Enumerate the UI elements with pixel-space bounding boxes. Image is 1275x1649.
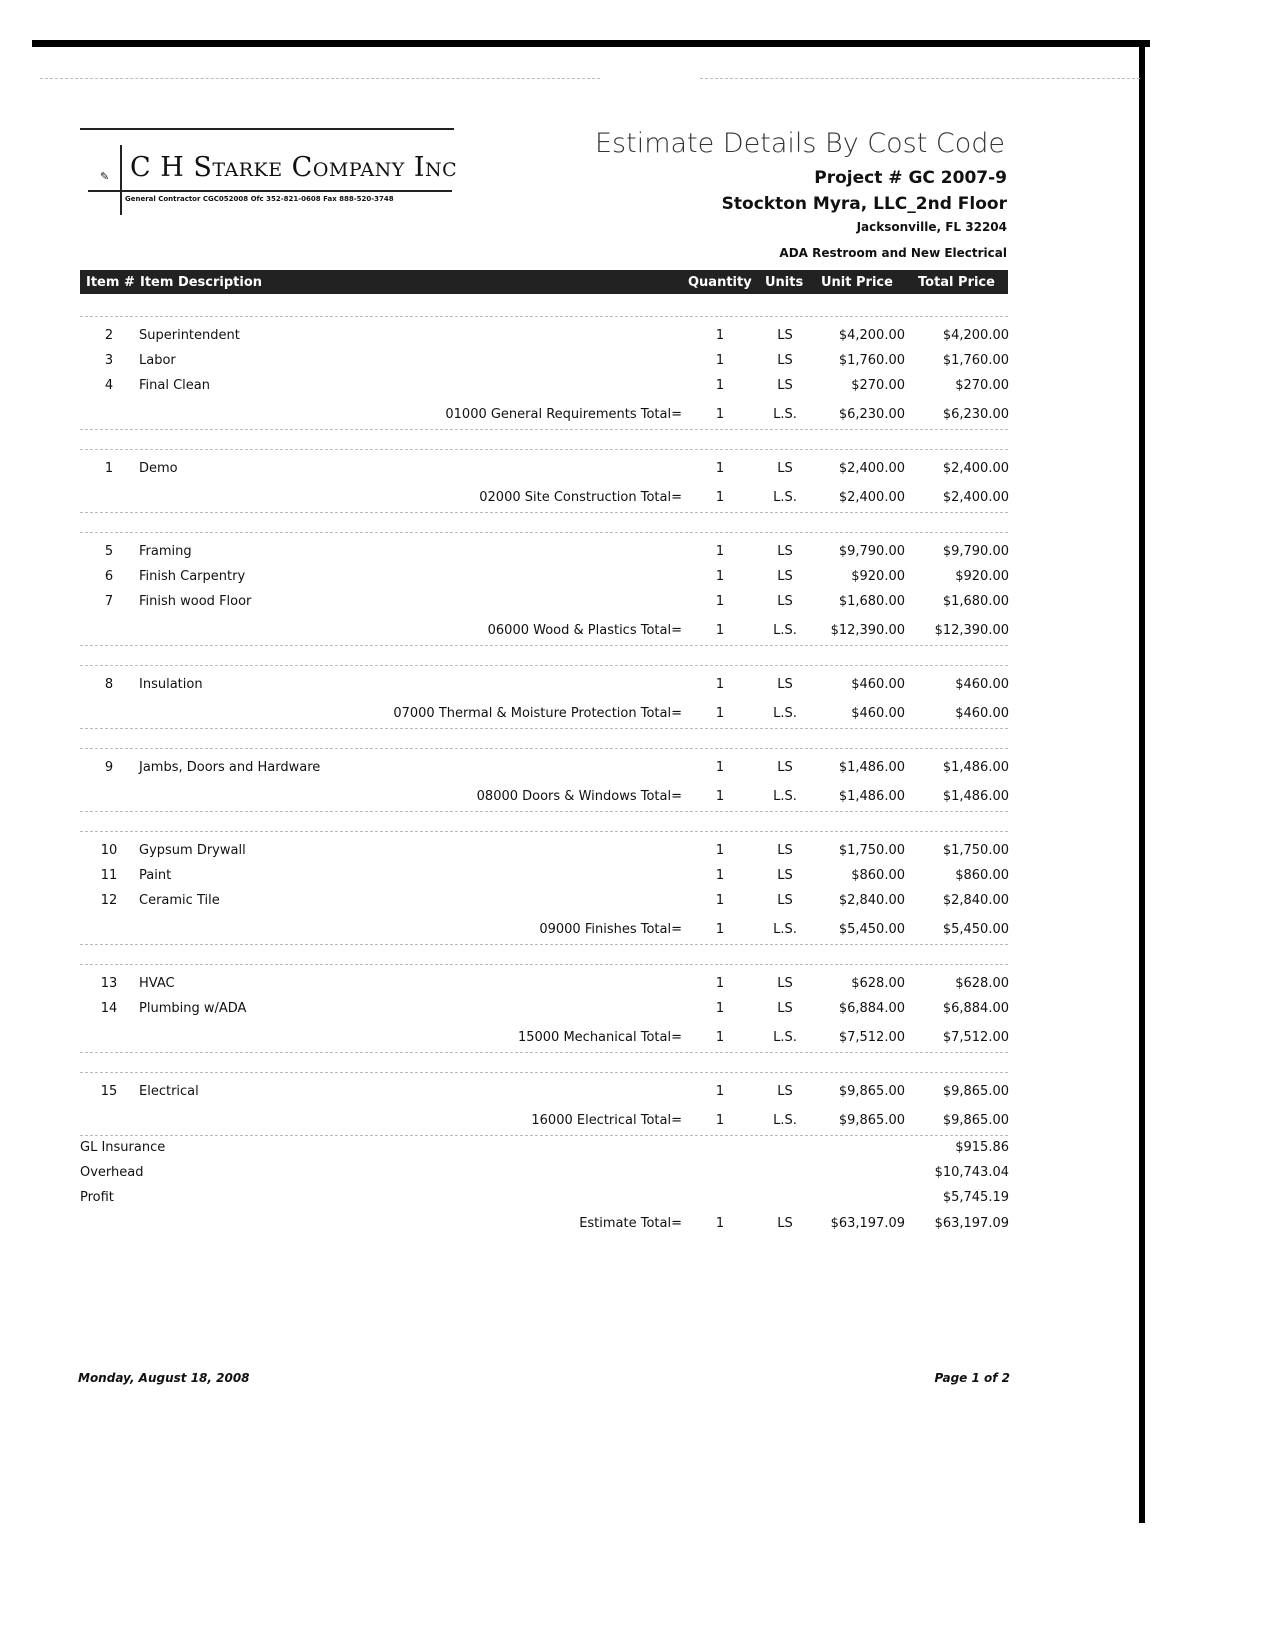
total-unit-price: $9,865.00 xyxy=(838,1113,905,1128)
item-quantity: 1 xyxy=(715,843,725,858)
item-total-price: $460.00 xyxy=(955,677,1009,692)
company-subline: General Contractor CGC052008 Ofc 352-821-0608 Fax 888-520-3748 xyxy=(125,195,394,203)
item-total-price: $628.00 xyxy=(955,976,1009,991)
row-divider xyxy=(80,429,1008,430)
row-divider xyxy=(80,748,1008,749)
total-unit-price: $6,230.00 xyxy=(838,407,905,422)
item-total-price: $860.00 xyxy=(955,868,1009,883)
line-item xyxy=(0,976,1275,996)
estimate-total-row xyxy=(0,1216,1275,1236)
row-divider xyxy=(80,964,1008,965)
adjustment-label: Overhead xyxy=(80,1165,144,1180)
client-city: Jacksonville, FL 32204 xyxy=(856,220,1007,234)
table-header xyxy=(80,270,1008,294)
total-units: L.S. xyxy=(773,706,797,721)
item-units: LS xyxy=(777,843,793,858)
item-description: Demo xyxy=(139,461,178,476)
item-total-price: $4,200.00 xyxy=(942,328,1009,343)
total-total-price: $460.00 xyxy=(955,706,1009,721)
item-number: 7 xyxy=(104,594,114,609)
total-unit-price: $460.00 xyxy=(851,706,905,721)
item-description: Final Clean xyxy=(139,378,210,393)
total-quantity: 1 xyxy=(715,1030,725,1045)
estimate-unit-price: $63,197.09 xyxy=(830,1216,905,1231)
total-units: L.S. xyxy=(773,407,797,422)
col-desc: Item Description xyxy=(140,275,263,290)
line-item xyxy=(0,893,1275,913)
row-divider xyxy=(80,1072,1008,1073)
line-item xyxy=(0,461,1275,481)
total-unit-price: $5,450.00 xyxy=(838,922,905,937)
item-quantity: 1 xyxy=(715,461,725,476)
cost-code-total-label: 15000 Mechanical Total= xyxy=(517,1030,682,1045)
item-number: 13 xyxy=(100,976,118,991)
col-unit-price: Unit Price xyxy=(821,275,893,290)
line-item xyxy=(0,1001,1275,1021)
item-number: 15 xyxy=(100,1084,118,1099)
total-units: L.S. xyxy=(773,490,797,505)
adjustment-row xyxy=(0,1190,1275,1210)
line-item xyxy=(0,353,1275,373)
item-description: Framing xyxy=(139,544,192,559)
item-number: 4 xyxy=(104,378,114,393)
item-unit-price: $2,840.00 xyxy=(838,893,905,908)
row-divider xyxy=(80,665,1008,666)
item-quantity: 1 xyxy=(715,760,725,775)
cost-code-total-row xyxy=(0,1113,1275,1133)
item-description: Electrical xyxy=(139,1084,199,1099)
line-item xyxy=(0,569,1275,589)
cost-code-total-label: 02000 Site Construction Total= xyxy=(479,490,682,505)
item-unit-price: $1,760.00 xyxy=(838,353,905,368)
item-units: LS xyxy=(777,1001,793,1016)
item-quantity: 1 xyxy=(715,569,725,584)
total-units: L.S. xyxy=(773,922,797,937)
cost-code-total-label: 07000 Thermal & Moisture Protection Total= xyxy=(393,706,682,721)
cost-code-total-row xyxy=(0,490,1275,510)
total-units: L.S. xyxy=(773,789,797,804)
total-unit-price: $2,400.00 xyxy=(838,490,905,505)
adjustment-row xyxy=(0,1140,1275,1160)
item-description: Finish wood Floor xyxy=(139,594,252,609)
item-units: LS xyxy=(777,353,793,368)
client-name: Stockton Myra, LLC_2nd Floor xyxy=(721,194,1007,214)
item-number: 3 xyxy=(104,353,114,368)
footer-page: Page 1 of 2 xyxy=(934,1371,1010,1385)
row-divider xyxy=(80,811,1008,812)
total-quantity: 1 xyxy=(715,922,725,937)
col-units: Units xyxy=(765,275,804,290)
project-number: Project # GC 2007-9 xyxy=(814,168,1007,188)
item-units: LS xyxy=(777,594,793,609)
row-divider xyxy=(80,831,1008,832)
estimate-total-price: $63,197.09 xyxy=(934,1216,1009,1231)
col-item-num: Item # xyxy=(86,275,135,290)
total-units: L.S. xyxy=(773,1030,797,1045)
item-description: Gypsum Drywall xyxy=(139,843,246,858)
item-number: 1 xyxy=(104,461,114,476)
item-number: 11 xyxy=(100,868,118,883)
item-total-price: $270.00 xyxy=(955,378,1009,393)
item-number: 14 xyxy=(100,1001,118,1016)
item-total-price: $1,486.00 xyxy=(942,760,1009,775)
item-quantity: 1 xyxy=(715,868,725,883)
item-quantity: 1 xyxy=(715,353,725,368)
col-qty: Quantity xyxy=(688,275,752,290)
total-total-price: $6,230.00 xyxy=(942,407,1009,422)
item-units: LS xyxy=(777,760,793,775)
total-total-price: $5,450.00 xyxy=(942,922,1009,937)
item-number: 5 xyxy=(104,544,114,559)
estimate-total-label: Estimate Total= xyxy=(579,1216,682,1231)
item-number: 12 xyxy=(100,893,118,908)
item-quantity: 1 xyxy=(715,544,725,559)
line-item xyxy=(0,677,1275,697)
item-total-price: $6,884.00 xyxy=(942,1001,1009,1016)
line-item xyxy=(0,544,1275,564)
total-units: L.S. xyxy=(773,1113,797,1128)
item-unit-price: $860.00 xyxy=(851,868,905,883)
row-divider xyxy=(80,512,1008,513)
item-number: 10 xyxy=(100,843,118,858)
cost-code-total-row xyxy=(0,1030,1275,1050)
cost-code-total-row xyxy=(0,706,1275,726)
divider xyxy=(700,78,1140,79)
item-quantity: 1 xyxy=(715,594,725,609)
cost-code-total-label: 16000 Electrical Total= xyxy=(531,1113,682,1128)
item-total-price: $9,865.00 xyxy=(942,1084,1009,1099)
adjustment-amount: $5,745.19 xyxy=(942,1190,1009,1205)
item-quantity: 1 xyxy=(715,976,725,991)
item-quantity: 1 xyxy=(715,378,725,393)
item-description: Plumbing w/ADA xyxy=(139,1001,247,1016)
item-units: LS xyxy=(777,868,793,883)
item-quantity: 1 xyxy=(715,1084,725,1099)
adjustment-label: Profit xyxy=(80,1190,114,1205)
item-description: Superintendent xyxy=(139,328,240,343)
item-number: 8 xyxy=(104,677,114,692)
item-unit-price: $2,400.00 xyxy=(838,461,905,476)
item-number: 9 xyxy=(104,760,114,775)
total-total-price: $9,865.00 xyxy=(942,1113,1009,1128)
item-total-price: $920.00 xyxy=(955,569,1009,584)
estimate-units: LS xyxy=(777,1216,793,1231)
project-scope: ADA Restroom and New Electrical xyxy=(779,246,1007,260)
line-item xyxy=(0,1084,1275,1104)
cost-code-total-row xyxy=(0,922,1275,942)
item-unit-price: $1,750.00 xyxy=(838,843,905,858)
item-quantity: 1 xyxy=(715,1001,725,1016)
total-quantity: 1 xyxy=(715,706,725,721)
cost-code-total-label: 09000 Finishes Total= xyxy=(539,922,682,937)
row-divider xyxy=(80,944,1008,945)
logo-mark-icon: ✎ xyxy=(100,170,110,183)
item-description: Ceramic Tile xyxy=(139,893,220,908)
total-total-price: $12,390.00 xyxy=(934,623,1009,638)
total-quantity: 1 xyxy=(715,789,725,804)
total-total-price: $1,486.00 xyxy=(942,789,1009,804)
item-description: Jambs, Doors and Hardware xyxy=(139,760,321,775)
item-description: Finish Carpentry xyxy=(139,569,246,584)
cost-code-total-label: 06000 Wood & Plastics Total= xyxy=(487,623,682,638)
total-quantity: 1 xyxy=(715,407,725,422)
item-unit-price: $6,884.00 xyxy=(838,1001,905,1016)
adjustment-amount: $10,743.04 xyxy=(934,1165,1009,1180)
item-units: LS xyxy=(777,461,793,476)
total-total-price: $2,400.00 xyxy=(942,490,1009,505)
total-unit-price: $1,486.00 xyxy=(838,789,905,804)
item-number: 6 xyxy=(104,569,114,584)
adjustment-row xyxy=(0,1165,1275,1185)
row-divider xyxy=(80,728,1008,729)
adjustment-amount: $915.86 xyxy=(955,1140,1009,1155)
item-unit-price: $9,790.00 xyxy=(838,544,905,559)
total-total-price: $7,512.00 xyxy=(942,1030,1009,1045)
item-unit-price: $9,865.00 xyxy=(838,1084,905,1099)
cost-code-total-label: 01000 General Requirements Total= xyxy=(445,407,682,422)
footer-date: Monday, August 18, 2008 xyxy=(78,1371,250,1385)
item-description: Insulation xyxy=(139,677,203,692)
line-item xyxy=(0,760,1275,780)
item-quantity: 1 xyxy=(715,328,725,343)
adjustment-label: GL Insurance xyxy=(80,1140,166,1155)
total-units: L.S. xyxy=(773,623,797,638)
line-item xyxy=(0,843,1275,863)
item-description: Paint xyxy=(139,868,172,883)
cost-code-total-row xyxy=(0,789,1275,809)
item-units: LS xyxy=(777,976,793,991)
page-title: Estimate Details By Cost Code xyxy=(595,128,1005,159)
item-units: LS xyxy=(777,569,793,584)
row-divider xyxy=(80,316,1008,317)
item-units: LS xyxy=(777,328,793,343)
item-total-price: $1,760.00 xyxy=(942,353,1009,368)
item-unit-price: $920.00 xyxy=(851,569,905,584)
row-divider xyxy=(80,1052,1008,1053)
item-number: 2 xyxy=(104,328,114,343)
row-divider xyxy=(80,1135,1008,1136)
item-units: LS xyxy=(777,378,793,393)
line-item xyxy=(0,328,1275,348)
item-units: LS xyxy=(777,893,793,908)
item-unit-price: $460.00 xyxy=(851,677,905,692)
item-total-price: $9,790.00 xyxy=(942,544,1009,559)
line-item xyxy=(0,868,1275,888)
item-units: LS xyxy=(777,544,793,559)
item-description: Labor xyxy=(139,353,176,368)
estimate-quantity: 1 xyxy=(715,1216,725,1231)
col-total-price: Total Price xyxy=(918,275,995,290)
item-total-price: $1,750.00 xyxy=(942,843,1009,858)
total-quantity: 1 xyxy=(715,490,725,505)
row-divider xyxy=(80,532,1008,533)
item-total-price: $2,400.00 xyxy=(942,461,1009,476)
total-unit-price: $7,512.00 xyxy=(838,1030,905,1045)
item-description: HVAC xyxy=(139,976,175,991)
row-divider xyxy=(80,449,1008,450)
total-unit-price: $12,390.00 xyxy=(830,623,905,638)
line-item xyxy=(0,594,1275,614)
cost-code-total-row xyxy=(0,407,1275,427)
item-total-price: $2,840.00 xyxy=(942,893,1009,908)
item-unit-price: $4,200.00 xyxy=(838,328,905,343)
item-unit-price: $270.00 xyxy=(851,378,905,393)
line-item xyxy=(0,378,1275,398)
item-unit-price: $628.00 xyxy=(851,976,905,991)
total-quantity: 1 xyxy=(715,623,725,638)
item-unit-price: $1,680.00 xyxy=(838,594,905,609)
total-quantity: 1 xyxy=(715,1113,725,1128)
company-name: C H Starke Company Inc xyxy=(130,152,458,183)
item-total-price: $1,680.00 xyxy=(942,594,1009,609)
item-quantity: 1 xyxy=(715,893,725,908)
item-unit-price: $1,486.00 xyxy=(838,760,905,775)
scan-right-border xyxy=(1139,40,1145,1523)
cost-code-total-label: 08000 Doors & Windows Total= xyxy=(476,789,682,804)
item-units: LS xyxy=(777,1084,793,1099)
row-divider xyxy=(80,645,1008,646)
cost-code-total-row xyxy=(0,623,1275,643)
item-quantity: 1 xyxy=(715,677,725,692)
scan-top-border xyxy=(32,40,1150,47)
divider xyxy=(40,78,600,79)
item-units: LS xyxy=(777,677,793,692)
